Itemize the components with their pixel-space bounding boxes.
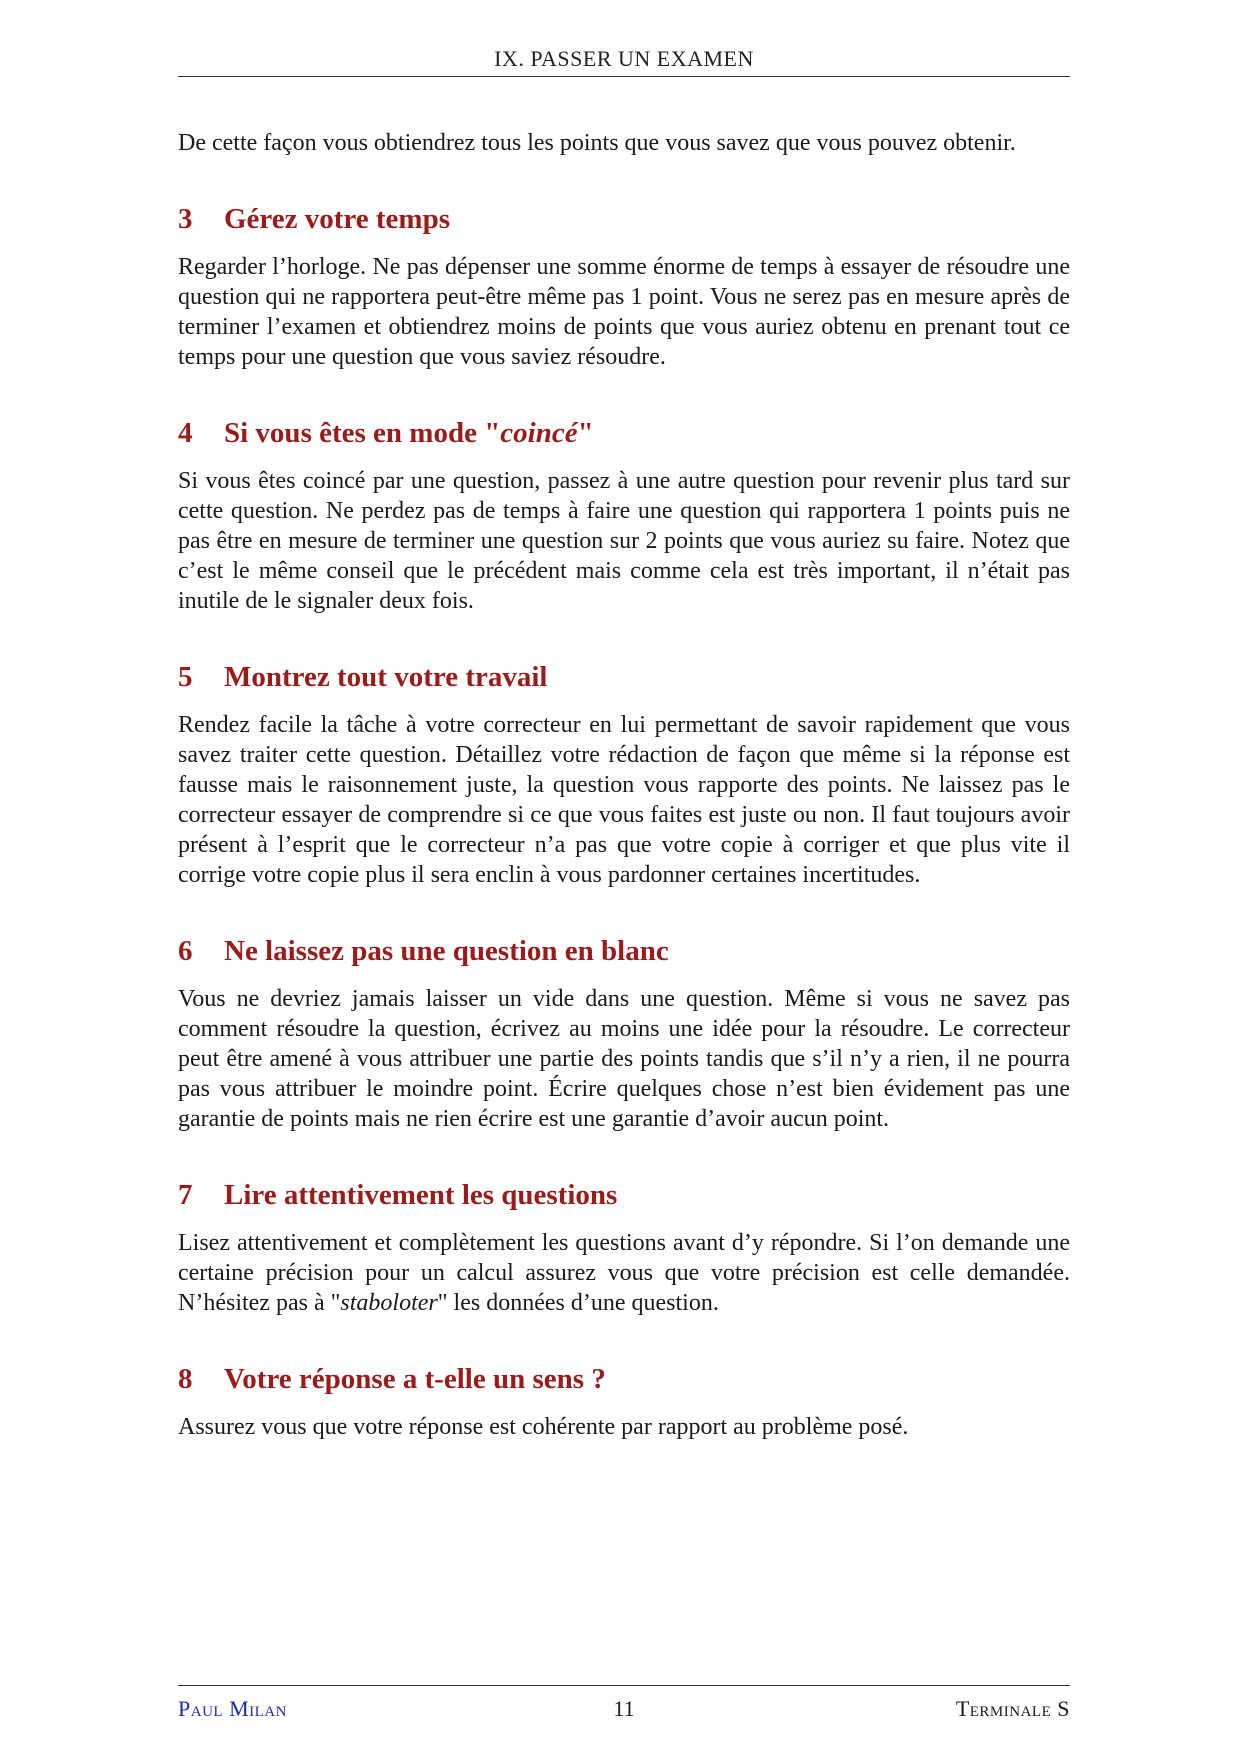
section-4	[178, 416, 1070, 616]
section-paragraph: Vous ne devriez jamais laisser un vide dans une question. Même si vous ne savez pas comment résoudre la question, écrivez au moins une idée pour la résoudre. Le correcteur peut être amené à vous attribuer une partie des points tandis que s’il n’y a rien, il ne pourra pas vous attribuer le moindre point. Écrire quelques chose n’est bien évidement pas une garantie de points mais ne rien écrire est une garantie d’avoir aucun point.	[178, 986, 1070, 1132]
section-3	[178, 202, 1070, 372]
section-number: 6	[178, 935, 193, 967]
section-paragraph: Si vous êtes coincé par une question, passez à une autre question pour revenir plus tard sur cette question. Ne perdez pas de temps à faire une question qui rapportera 1 points puis ne pas être en mesure de terminer une question sur 2 points que vous auriez su faire. Notez que c’est le même conseil que le précédent mais comme cela est très important, il n’était pas inutile de le signaler deux fois.	[178, 468, 1070, 614]
section-heading	[178, 1178, 1070, 1212]
section-number: 8	[178, 1363, 193, 1395]
italic-term: staboloter	[340, 1290, 438, 1316]
footer-author: Paul Milan	[178, 1696, 287, 1721]
section-paragraph: Rendez facile la tâche à votre correcteur en lui permettant de savoir rapidement que vous savez traiter cette question. Détaillez votre rédaction de façon que même si la réponse est fausse mais le raisonnement juste, la question vous rapporte des points. Ne laissez pas le correcteur essayer de comprendre si ce que vous faites est juste ou non. Il faut toujours avoir présent à l’esprit que le correcteur n’a pas que votre copie à corriger et que plus vite il corrige votre copie plus il sera enclin à vous pardonner certaines incertitudes.	[178, 712, 1070, 888]
footer-page-number: 11	[613, 1696, 635, 1721]
intro-paragraph: De cette façon vous obtiendrez tous les points que vous savez que vous pouvez obtenir.	[178, 130, 1016, 156]
section-paragraph: Regarder l’horloge. Ne pas dépenser une somme énorme de temps à essayer de résoudre une question qui ne rapportera peut-être même pas 1 point. Vous ne serez pas en mesure après de terminer l’examen et obtiendrez moins de points que vous auriez obtenu en prenant tout ce temps pour une question que vous saviez résoudre.	[178, 254, 1070, 370]
section-title-prefix: Si vous êtes en mode "	[224, 417, 501, 449]
section-8	[178, 1362, 1070, 1442]
running-head: IX. PASSER UN EXAMEN	[494, 46, 754, 71]
section-heading	[178, 1362, 1070, 1396]
footer-rule	[178, 1685, 1070, 1686]
section-number: 7	[178, 1179, 193, 1211]
section-title: Ne laissez pas une question en blanc	[224, 935, 669, 967]
section-heading	[178, 934, 1070, 968]
header-rule	[178, 76, 1070, 77]
paragraph-text-after: " les données d’une question.	[437, 1290, 719, 1316]
section-heading	[178, 660, 1070, 694]
section-title: Votre réponse a t-elle un sens ?	[224, 1363, 606, 1395]
section-title-italic: coincé	[500, 417, 578, 449]
page-content	[178, 128, 1070, 1442]
section-title-suffix: "	[577, 417, 594, 449]
paragraph-text-before: Lisez attentivement et complètement les questions avant d’y répondre. Si l’on demande une certaine précision pour un calcul assurez vous que votre précision est celle demandée. N’hésitez pas à "	[178, 1230, 1070, 1316]
section-number: 5	[178, 661, 193, 693]
section-number: 3	[178, 203, 193, 235]
section-title: Gérez votre temps	[224, 203, 450, 235]
page-footer	[178, 1696, 1070, 1726]
section-heading	[178, 202, 1070, 236]
section-paragraph: Assurez vous que votre réponse est cohérente par rapport au problème posé.	[178, 1414, 909, 1440]
section-title: Montrez tout votre travail	[224, 661, 548, 693]
document-page	[178, 0, 1070, 1754]
section-paragraph	[178, 1228, 1070, 1318]
section-title: Lire attentivement les questions	[224, 1179, 618, 1211]
footer-course: Terminale S	[955, 1696, 1070, 1721]
section-number: 4	[178, 417, 193, 449]
section-5	[178, 660, 1070, 890]
section-6	[178, 934, 1070, 1134]
section-7	[178, 1178, 1070, 1318]
section-heading	[178, 416, 1070, 450]
